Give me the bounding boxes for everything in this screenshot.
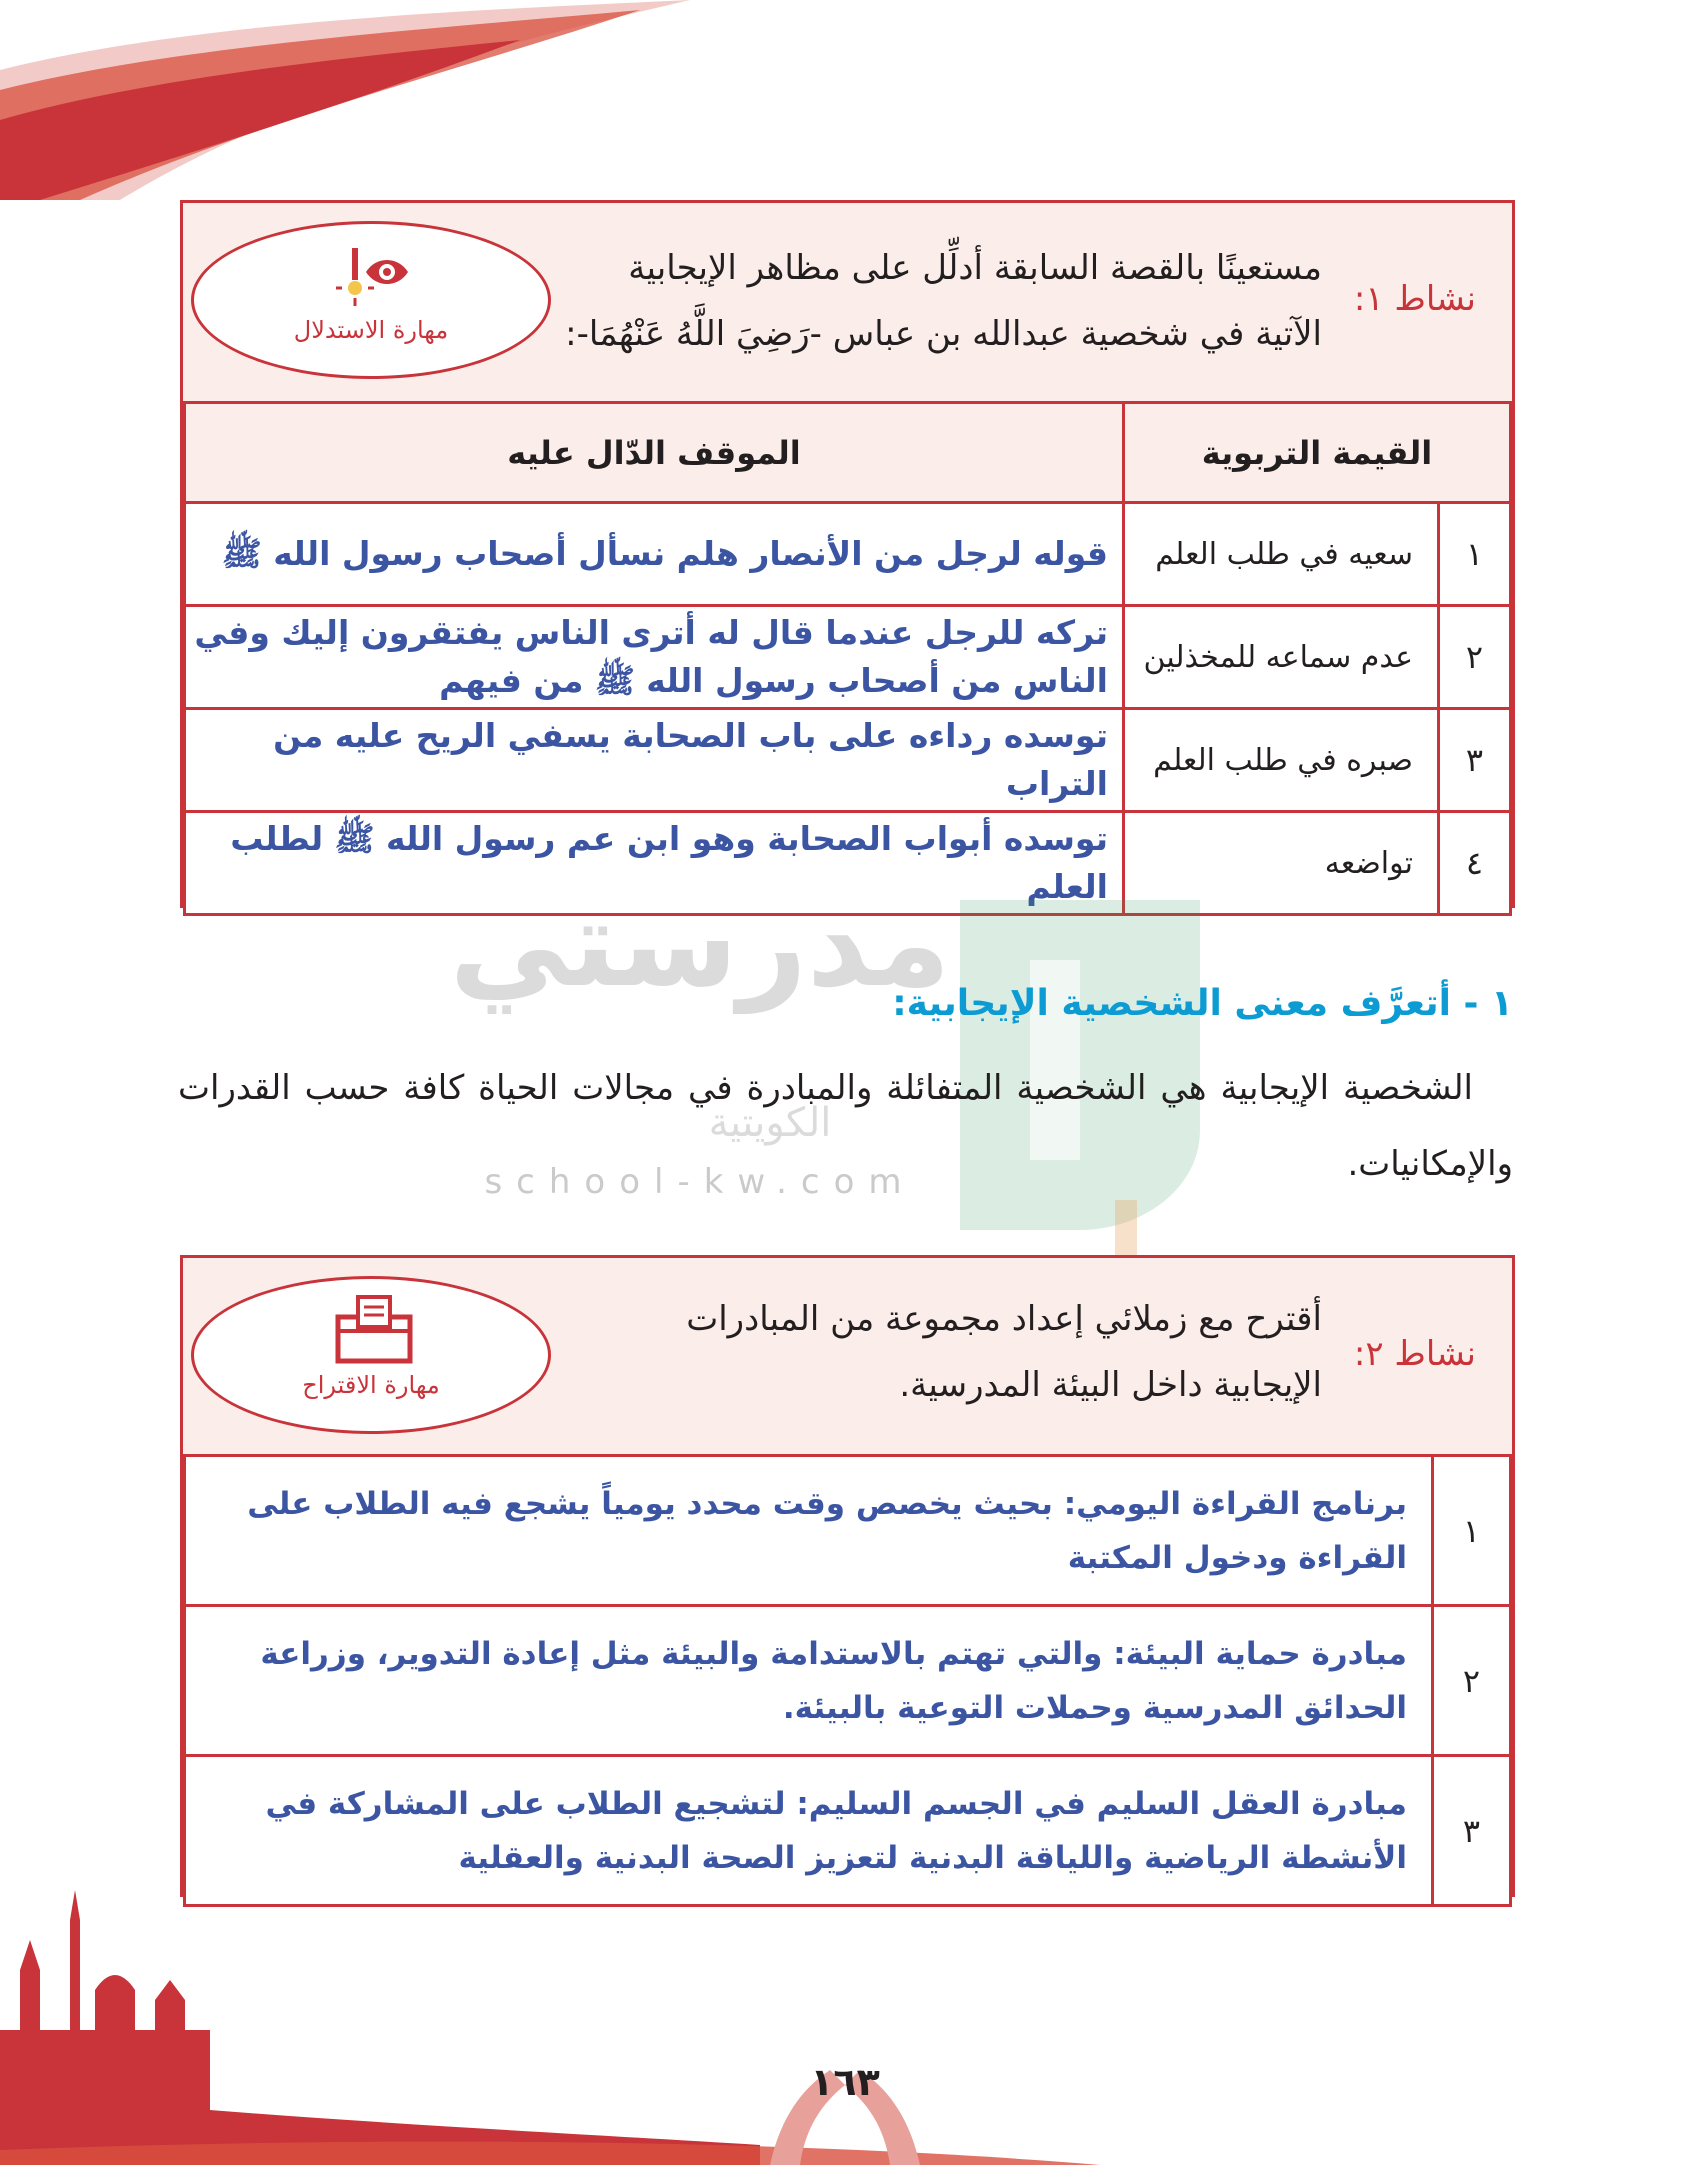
watermark-sub-text: الكويتية: [708, 1100, 832, 1146]
activity-2-label: نشاط ٢:: [1353, 1334, 1476, 1374]
value-cell: صبره في طلب العلم: [1124, 709, 1439, 812]
section-heading: ١ - أتعرَّف معنى الشخصية الإيجابية:: [892, 983, 1513, 1024]
table-row: [185, 503, 1511, 606]
row-number: ٤: [1439, 812, 1511, 915]
activity-2-table: [183, 1454, 1512, 1907]
page-number: ١٦٣: [810, 2060, 880, 2104]
table-row: [185, 1756, 1511, 1906]
answer-cell: توسده أبواب الصحابة وهو ابن عم رسول الله ﷺ لطلب العلم: [185, 812, 1124, 915]
row-number: ٣: [1433, 1756, 1511, 1906]
column-header-position: الموقف الدّال عليه: [185, 403, 1124, 503]
value-cell: تواضعه: [1124, 812, 1439, 915]
activity-1-label: نشاط ١:: [1353, 279, 1476, 319]
skill-badge-suggestion: [191, 1276, 551, 1434]
activity-2-line-2: الإيجابية داخل البيئة المدرسية.: [899, 1365, 1322, 1405]
activity-2-table-wrap: [183, 1457, 1512, 1897]
answer-cell: قوله لرجل من الأنصار هلم نسأل أصحاب رسول الله ﷺ: [185, 503, 1124, 606]
value-cell: سعيه في طلب العلم: [1124, 503, 1439, 606]
initiative-cell: مبادرة العقل السليم في الجسم السليم: لتشجيع الطلاب على المشاركة في الأنشطة الرياضية واللياقة البدنية لتعزيز الصحة البدنية والعقلية: [185, 1756, 1433, 1906]
row-number: ٢: [1439, 606, 1511, 709]
activity-1-line-1: مستعينًا بالقصة السابقة أدلِّل على مظاهر الإيجابية: [628, 248, 1322, 288]
answer-cell: توسده رداءه على باب الصحابة يسفي الريح عليه من التراب: [185, 709, 1124, 812]
table-header-row: [185, 403, 1511, 503]
activity-1-header: [183, 203, 1512, 404]
activity-2-instruction: [686, 1286, 1322, 1418]
row-number: ١: [1439, 503, 1511, 606]
row-number: ٣: [1439, 709, 1511, 812]
skill-name: مهارة الاقتراح: [302, 1371, 440, 1399]
activity-1-line-2: الآتية في شخصية عبدالله بن عباس -رَضِيَ اللَّهُ عَنْهُمَا-:: [565, 314, 1322, 354]
activity-1-table-wrap: [183, 404, 1512, 908]
decorative-swoosh: [0, 0, 720, 200]
initiative-cell: مبادرة حماية البيئة: والتي تهتم بالاستدامة والبيئة مثل إعادة التدوير، وزراعة الحدائق المدرسية وحملات التوعية بالبيئة.: [185, 1606, 1433, 1756]
eye-lamp-icon: [336, 244, 412, 308]
definition-paragraph: الشخصية الإيجابية هي الشخصية المتفائلة والمبادرة في مجالات الحياة كافة حسب القدرات والإمكانيات.: [178, 1068, 1513, 1184]
watermark-main-text: مدرستي: [449, 875, 951, 1014]
answer-cell: تركه للرجل عندما قال له أترى الناس يفتقرون إليك وفي الناس من أصحاب رسول الله ﷺ من فيهم: [185, 606, 1124, 709]
activity-1-instruction: [565, 235, 1322, 367]
watermark-url: school-kw.com: [484, 1162, 916, 1202]
activity-1-box: [180, 200, 1515, 908]
activity-2-box: [180, 1255, 1515, 1897]
activity-2-line-1: أقترح مع زملائي إعداد مجموعة من المبادرات: [686, 1299, 1322, 1339]
activity-1-table: [183, 401, 1512, 916]
table-row: [185, 606, 1511, 709]
skill-name: مهارة الاستدلال: [293, 316, 449, 344]
initiative-cell: برنامج القراءة اليومي: بحيث يخصص وقت محدد يومياً يشجع فيه الطلاب على القراءة ودخول المكتبة: [185, 1456, 1433, 1606]
row-number: ٢: [1433, 1606, 1511, 1756]
ballot-box-icon: [334, 1293, 414, 1365]
value-cell: عدم سماعه للمخذلين: [1124, 606, 1439, 709]
table-row: [185, 1606, 1511, 1756]
column-header-value: القيمة التربوية: [1124, 403, 1511, 503]
table-row: [185, 1456, 1511, 1606]
table-row: [185, 709, 1511, 812]
row-number: ١: [1433, 1456, 1511, 1606]
mosque-silhouette-decoration: [0, 1880, 1693, 2165]
activity-2-header: [183, 1258, 1512, 1457]
skill-badge-inference: [191, 221, 551, 379]
